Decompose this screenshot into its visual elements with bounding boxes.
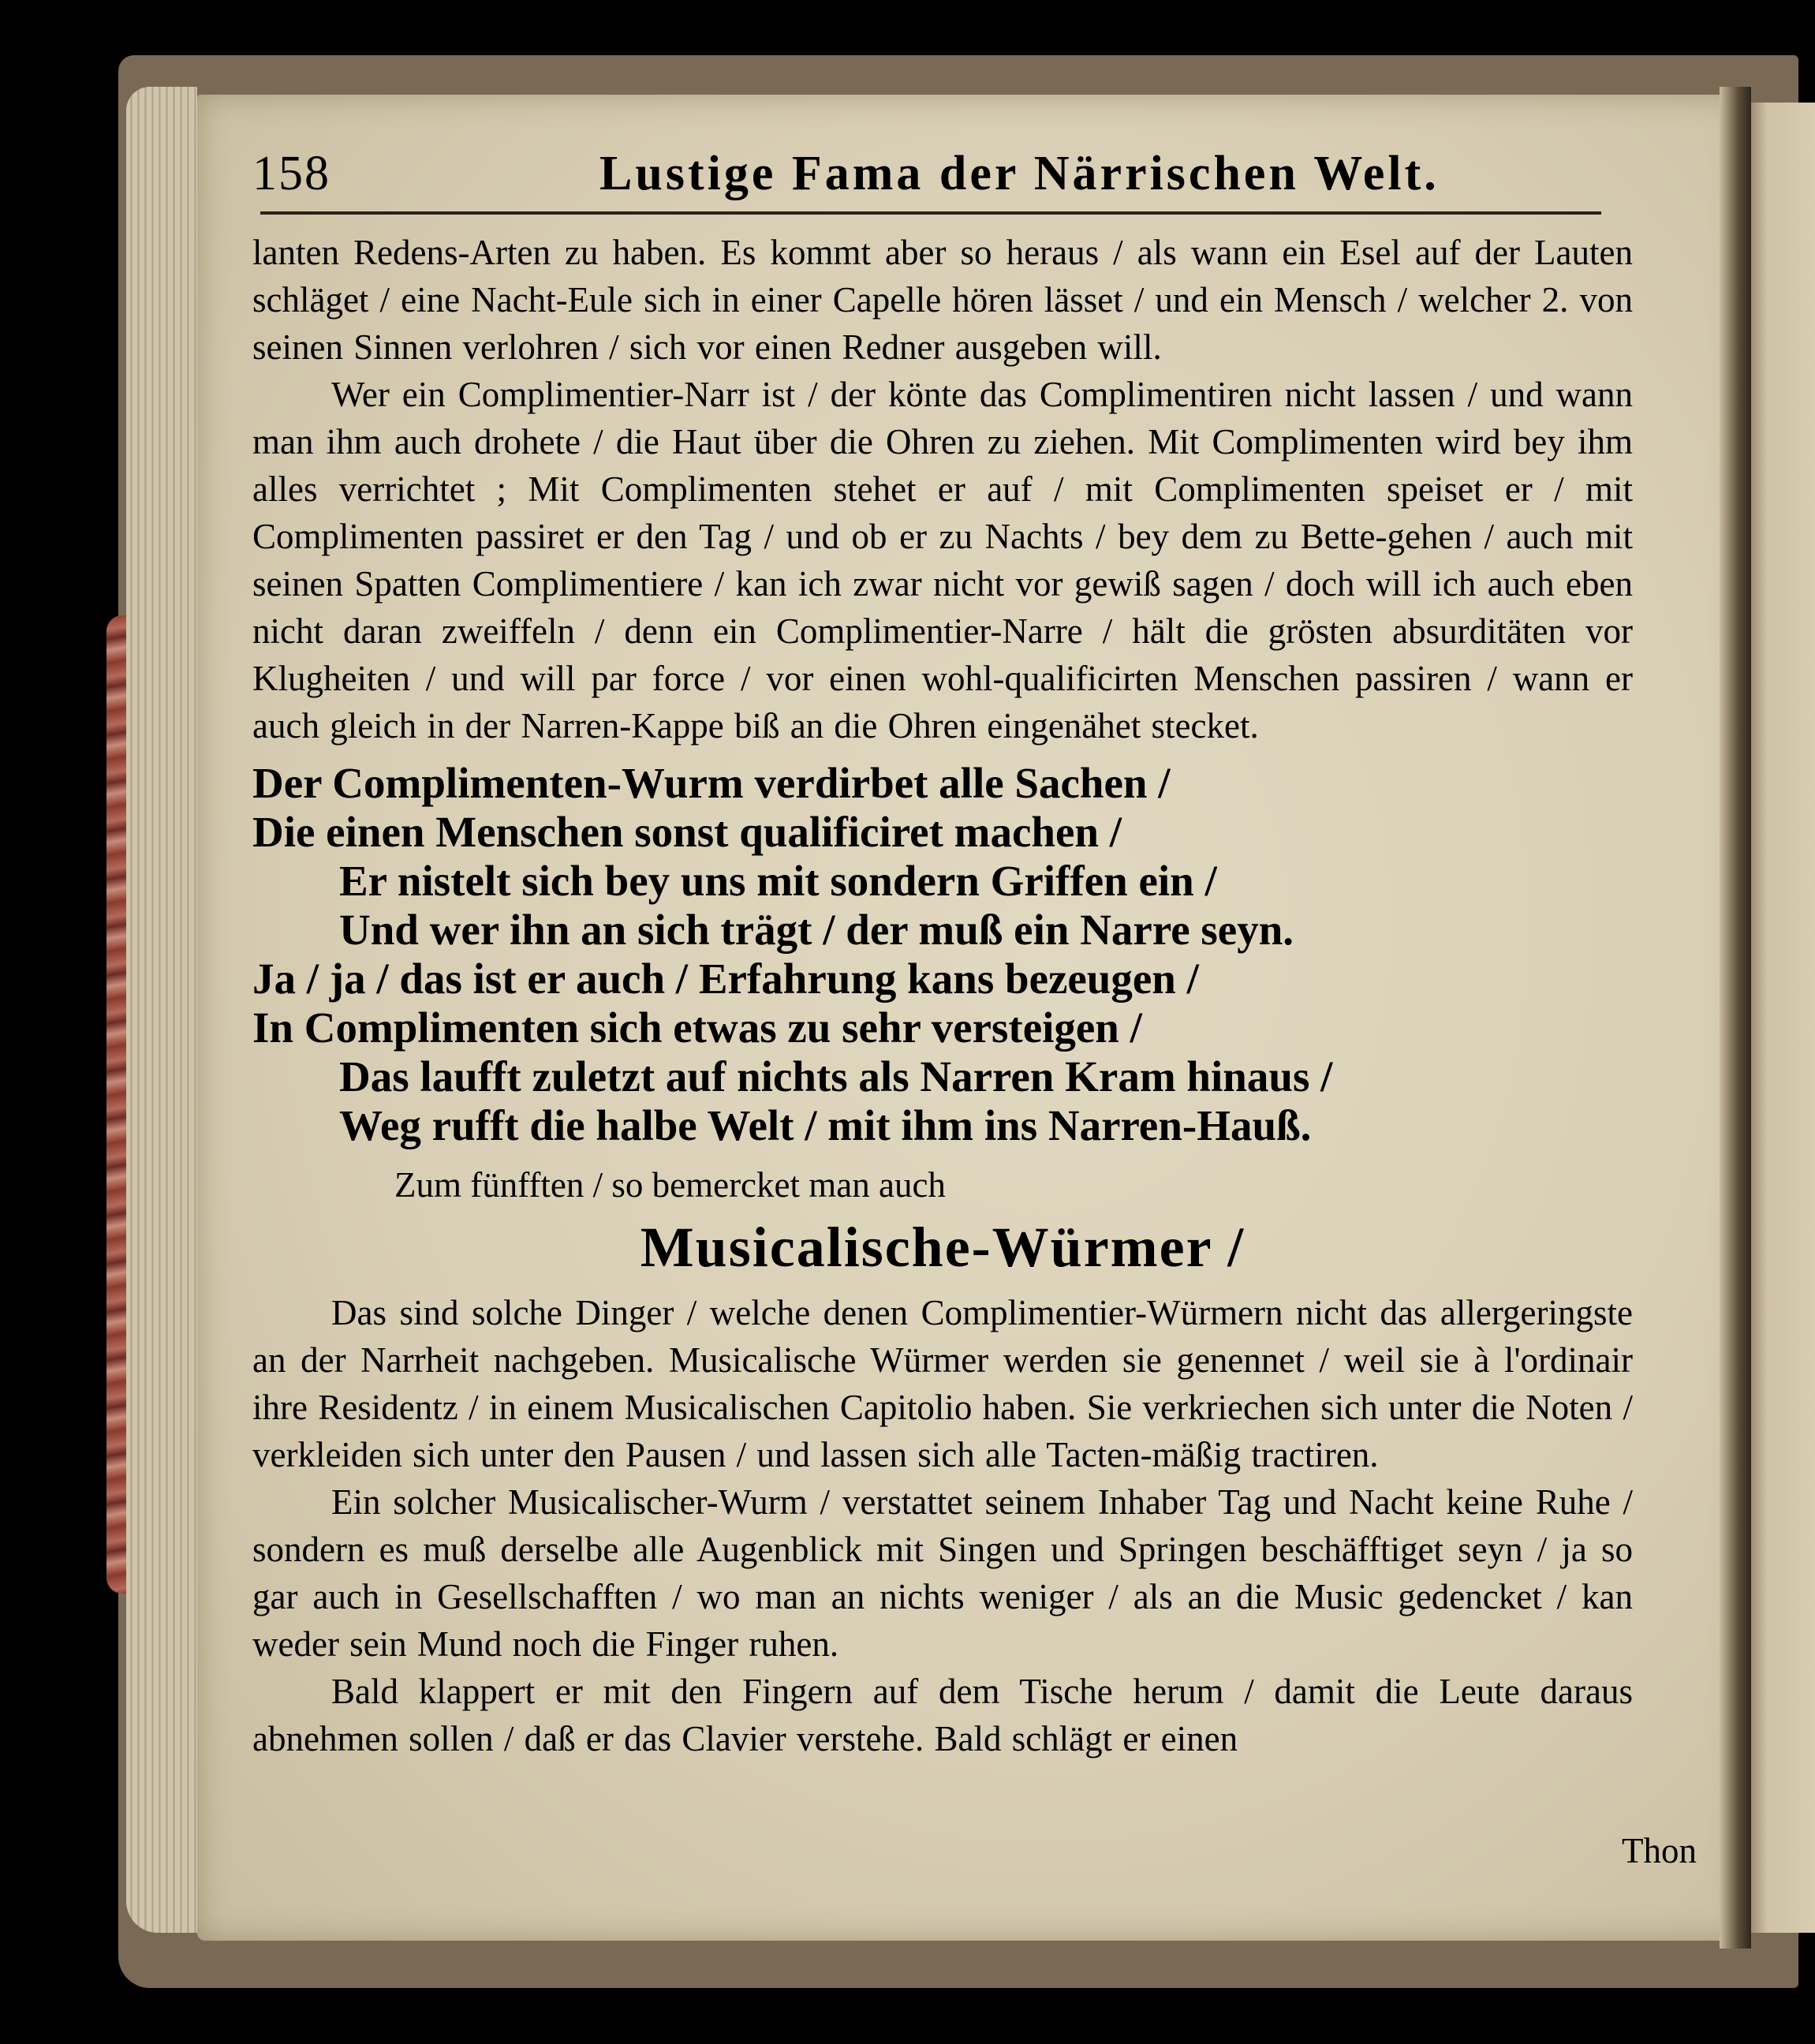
paragraph-complimentier-narr: Wer ein Complimentier-Narr ist / der könte das Complimentiren nicht lassen / und wann man ihm auch drohete / die Haut über die Ohren zu ziehen. Mit Complimenten wird bey ihm alles verrichtet ; Mit Complimenten stehet er auf / mit Complimenten speiset er / mit Complimenten passiret er den Tag / und ob er zu Nachts / bey dem zu Bette-gehen / auch mit seinen Spatten Complimentiere / kan ich zwar nicht vor gewiß sagen / doch will ich auch eben nicht daran zweiffeln / denn ein Complimentier-Narre / hält die grösten absurditäten vor Klugheiten / und will par force / vor einen wohl-qualificirten Menschen passiren / wann er auch gleich in der Narren-Kappe biß an die Ohren eingenähet stecket. [252,375,1633,745]
verse-line: Das laufft zuletzt auf nichts als Narren Kram hinaus / [339,1052,1333,1100]
page-stack-edge [126,87,197,1933]
header-rule [260,211,1601,215]
page-header [252,138,1601,201]
catchword: Thon [1622,1831,1697,1870]
verse-line: In Complimenten sich etwas zu sehr versteigen / [252,1003,1142,1052]
paragraph-musical-worm-owner: Ein solcher Musicalischer-Wurm / verstattet seinem Inhaber Tag und Nacht keine Ruhe / sondern es muß derselbe alle Augenblick mit Singen und Springen beschäfftiget seyn / ja so gar auch in Gesellschafften / wo man an nichts weniger / als an die Music gedencket / kan weder sein Mund noch die Finger ruhen. [252,1482,1633,1664]
paragraph-continuation: lanten Redens-Arten zu haben. Es kommt aber so heraus / als wann ein Esel auf der Lauten schläget / eine Nacht-Eule sich in einer Capelle hören lässet / und ein Mensch / welcher 2. von seinen Sinnen verlohren / sich vor einen Redner ausgeben will. [252,233,1633,367]
book-gutter [1720,87,1751,1949]
paragraph-musical-worms: Das sind solche Dinger / welche denen Complimentier-Würmern nicht das allergeringste an der Narrheit nachgeben. Musicalische Würmer werden sie genennet / weil sie à l'ordinair ihre Residentz / in einem Musicalischen Capitolio haben. Sie verkriechen sich unter die Noten / verkleiden sich unter den Pausen / und lassen sich alle Tacten-mäßig tractiren. [252,1293,1633,1474]
verse-line: Weg rufft die halbe Welt / mit ihm ins Narren-Hauß. [339,1101,1312,1149]
section-intro: Zum fünfften / so bemercket man auch [394,1165,946,1205]
running-title: Lustige Fama der Närrischen Welt. [599,147,1440,200]
verse-line: Der Complimenten-Wurm verdirbet alle Sachen / [252,759,1171,807]
verse-line: Und wer ihn an sich trägt / der muß ein Narre seyn. [339,906,1294,954]
page-body [252,229,1633,1762]
verse-line: Ja / ja / das ist er auch / Erfahrung kans bezeugen / [252,955,1199,1003]
page-number: 158 [252,147,331,200]
paragraph-clavier: Bald klappert er mit den Fingern auf dem Tische herum / damit die Leute daraus abnehmen sollen / daß er das Clavier verstehe. Bald schlägt er einen [252,1672,1633,1758]
verse-line: Er nistelt sich bey uns mit sondern Griffen ein / [339,857,1217,905]
verse-line: Die einen Menschen sonst qualificiret machen / [252,808,1122,856]
section-heading: Musicalische-Würmer / [640,1216,1245,1279]
verse-block [252,759,1633,1150]
